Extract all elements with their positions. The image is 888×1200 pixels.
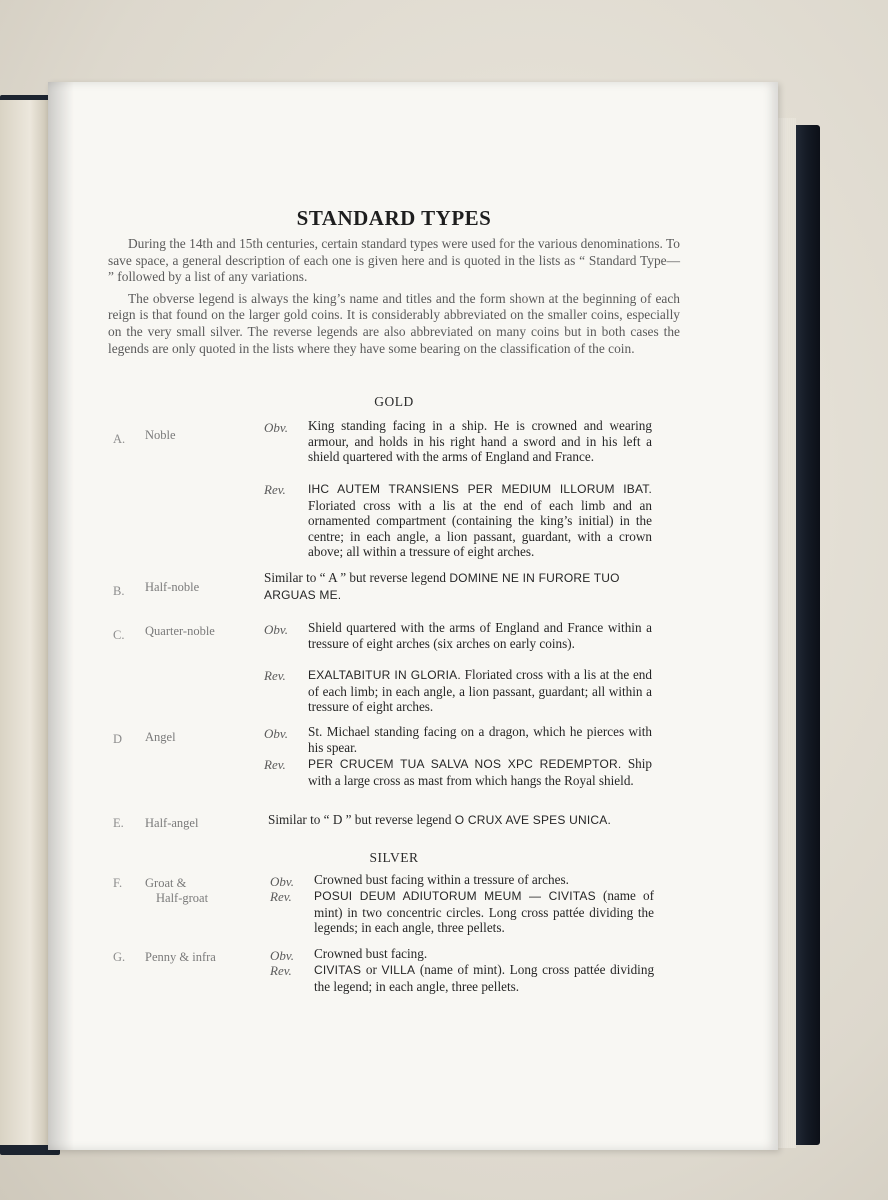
reverse-description xyxy=(308,756,652,788)
reverse-legend: O CRUX AVE SPES UNICA. xyxy=(454,813,611,827)
section-heading-gold: GOLD xyxy=(374,394,414,409)
similar-text: Similar to “ A ” but reverse legend xyxy=(264,570,447,585)
reverse-text: Floriated cross with a lis at the end of each limb; in each angle, a lion passant, guardant; all within a tressure of eight arches. xyxy=(308,667,652,715)
reverse-legend: DOMINE NE IN FURORE TUO ARGUAS ME. xyxy=(264,571,620,602)
obverse-description: Crowned bust facing within a tressure of arches. xyxy=(314,872,569,887)
reverse-legend-1: CIVITAS xyxy=(314,963,362,977)
reverse-description xyxy=(308,481,652,560)
denomination: Half-angel xyxy=(145,816,199,830)
obverse-label: Obv. xyxy=(264,622,288,637)
reverse-legend-2: VILLA xyxy=(381,963,416,977)
reverse-text: (name of mint). Long cross pattée dividing the legend; in each angle, three pellets. xyxy=(314,962,655,994)
obverse-label: Obv. xyxy=(270,948,294,963)
obverse-label: Obv. xyxy=(264,726,288,741)
book-page xyxy=(48,82,778,1150)
page-title: STANDARD TYPES xyxy=(296,206,492,230)
entry-letter: G. xyxy=(113,950,126,964)
entry-description xyxy=(264,570,654,603)
denomination: Quarter-noble xyxy=(145,624,215,638)
entry-letter: B. xyxy=(113,584,125,598)
intro-paragraph-2: The obverse legend is always the king’s name and titles and the form shown at the beginning of each reign is that found on the larger gold coins. It is considerably abbreviated on the smaller coins, especially on the very small silver. The reverse legends are also abbreviated on many coins but in both cases the legends are only quoted in the lists where they have some bearing on the classification of the coin. xyxy=(108,290,680,356)
entry-letter: C. xyxy=(113,628,125,642)
entry-letter: E. xyxy=(113,816,124,830)
denomination: Half-noble xyxy=(145,580,200,594)
reverse-legend: EXALTABITUR IN GLORIA. xyxy=(308,668,461,682)
reverse-label: Rev. xyxy=(264,668,286,683)
obverse-label: Obv. xyxy=(270,874,294,889)
denomination: Angel xyxy=(145,730,176,744)
reverse-text: Floriated cross with a lis at the end of each limb and an ornamented compartment (containing the king’s initial) in the centre; in each angle, a lion passant, guardant, with a crown above; all within a tressure of eight arches. xyxy=(308,497,652,560)
obverse-description: St. Michael standing facing on a dragon, which he pierces with his spear. xyxy=(308,724,652,755)
reverse-join: or xyxy=(365,962,377,977)
reverse-label: Rev. xyxy=(270,889,292,904)
similar-text: Similar to “ D ” but reverse legend xyxy=(268,812,452,827)
page-gutter-shadow xyxy=(48,82,74,1150)
reverse-legend: POSUI DEUM ADIUTORUM MEUM — CIVITAS xyxy=(314,889,596,903)
reverse-description xyxy=(314,888,654,936)
reverse-text: Ship with a large cross as mast from which hangs the Royal shield. xyxy=(308,756,652,788)
obverse-description: Crowned bust facing. xyxy=(314,946,428,961)
intro-paragraph-1: During the 14th and 15th centuries, certain standard types were used for the various denominations. To save space, a general description of each one is given here and is quoted in the lists as “ Standard Type— ” followed by a list of any variations. xyxy=(108,236,680,285)
denomination-line-1: Groat & xyxy=(145,876,187,890)
reverse-description xyxy=(308,667,652,715)
obverse-label: Obv. xyxy=(264,420,288,435)
obverse-description: King standing facing in a ship. He is crowned and wearing armour, and holds in his right hand a sword and in his left a shield quartered with the arms of England and France. xyxy=(308,418,652,465)
section-heading-silver: SILVER xyxy=(369,850,419,865)
denomination: Noble xyxy=(145,428,176,442)
reverse-legend: PER CRUCEM TUA SALVA NOS XPC REDEMPTOR. xyxy=(308,757,622,771)
denomination: Penny & infra xyxy=(145,950,216,964)
entry-description xyxy=(268,812,668,829)
reverse-legend: IHC AUTEM TRANSIENS PER MEDIUM ILLORUM IBAT. xyxy=(308,482,652,496)
denomination-line-2: Half-groat xyxy=(156,891,209,905)
reverse-text: (name of mint) in two concentric circles. Long cross pattée dividing the legends; in each angle, three pellets. xyxy=(314,888,655,936)
reverse-label: Rev. xyxy=(264,757,286,772)
entry-letter: F. xyxy=(113,876,123,890)
intro-text xyxy=(108,236,680,362)
entry-letter: A. xyxy=(113,432,126,446)
reverse-label: Rev. xyxy=(264,482,286,497)
obverse-description: Shield quartered with the arms of England and France within a tressure of eight arches (six arches on early coins). xyxy=(308,620,652,651)
reverse-label: Rev. xyxy=(270,963,292,978)
entry-letter: D xyxy=(113,732,123,746)
left-page-edge xyxy=(0,100,50,1145)
reverse-description xyxy=(314,962,654,994)
